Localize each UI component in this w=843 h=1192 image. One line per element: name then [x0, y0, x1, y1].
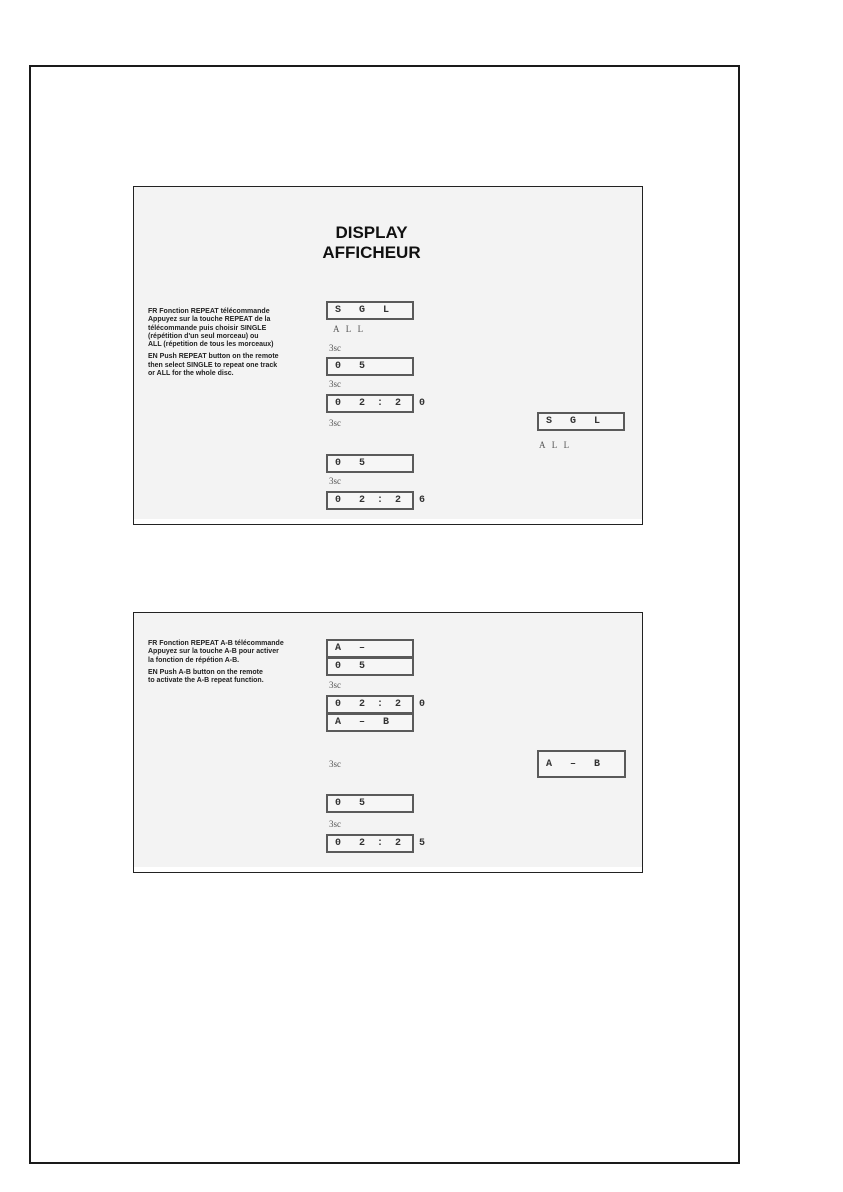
lcd-time: 0 2 : 2 0: [326, 394, 414, 413]
delay-label: 3sc: [329, 418, 341, 428]
delay-label: 3sc: [329, 759, 341, 769]
lcd-single: S G L: [326, 301, 414, 320]
repeat-instructions: [148, 308, 328, 382]
lcd-track: 0 5: [326, 657, 414, 676]
panel-bottom-strip: [134, 519, 642, 524]
delay-label: 3sc: [329, 819, 341, 829]
panel-title: [304, 223, 439, 263]
lcd-track: 0 5: [326, 794, 414, 813]
delay-label: 3sc: [329, 680, 341, 690]
lcd-time: 0 2 : 2 0: [326, 695, 414, 714]
lcd-a: A –: [326, 639, 414, 658]
ab-instructions: [148, 640, 328, 689]
title-afficheur: AFFICHEUR: [322, 243, 421, 262]
lcd-sub-all-right: A L L: [539, 440, 570, 450]
title-display: DISPLAY: [335, 223, 408, 242]
lcd-track: 0 5: [326, 454, 414, 473]
fr-instructions: FR Fonction REPEAT A-B télécommande Appuyez sur la touche A-B pour activer la fonction de répétion A-B.: [148, 640, 284, 664]
en-instructions: EN Push REPEAT button on the remote then select SINGLE to repeat one track or ALL for the whole disc.: [148, 353, 279, 378]
en-instructions: EN Push A-B button on the remote to activate the A-B repeat function.: [148, 668, 264, 685]
lcd-track: 0 5: [326, 357, 414, 376]
display-repeat-panel: [133, 186, 643, 525]
lcd-time: 0 2 : 2 5: [326, 834, 414, 853]
lcd-sub-all: A L L: [333, 324, 364, 334]
lcd-single-right: S G L: [537, 412, 625, 431]
lcd-ab: A – B: [326, 713, 414, 732]
panel-bottom-strip: [134, 867, 642, 872]
delay-label: 3sc: [329, 379, 341, 389]
delay-label: 3sc: [329, 476, 341, 486]
fr-instructions: FR Fonction REPEAT télécommande Appuyez sur la touche REPEAT de la télécommande puis choisir SINGLE (répétition d'un seul morceau) ou ALL (répetition de tous les morceaux): [148, 308, 274, 349]
display-ab-panel: [133, 612, 643, 873]
lcd-time: 0 2 : 2 6: [326, 491, 414, 510]
delay-label: 3sc: [329, 343, 341, 353]
lcd-ab-right: A – B: [537, 750, 626, 778]
